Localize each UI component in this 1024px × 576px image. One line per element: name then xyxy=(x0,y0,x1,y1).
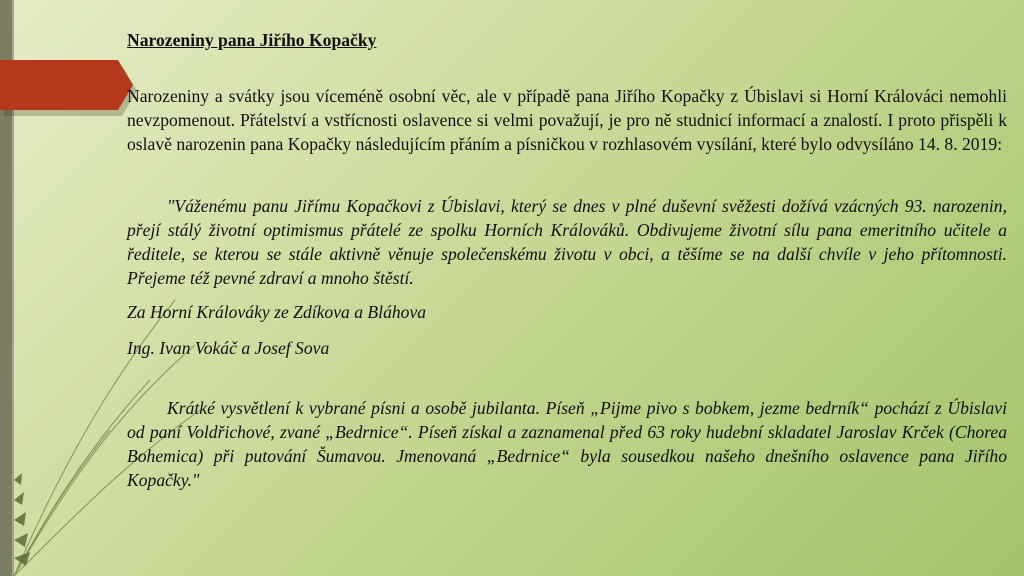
accent-arrow-tab xyxy=(0,60,133,110)
leaf-3 xyxy=(14,533,28,547)
page-title: Narozeniny pana Jiřího Kopačky xyxy=(127,30,377,50)
leaf-1 xyxy=(14,492,24,505)
intro-paragraph: Narozeniny a svátky jsou víceméně osobní věc, ale v případě pana Jiřího Kopačky z Úbislavi si Horní Králováci nemohli nevzpomenout. Přátelství a vstřícnosti oslavence si velmi považují, je pro ně studnicí informací a znalostí. I proto přispěli k oslavě narozenin pana Kopačky následujícím přáním a písničkou v rozhlasovém vysílání, které bylo odvysíláno 14. 8. 2019: xyxy=(127,86,1007,154)
wish-quote: "Váženému panu Jiřímu Kopačkovi z Úbislavi, který se dnes v plné duševní svěžesti dožívá vzácných 93. narozenin, přejí stálý životní optimismus přátelé ze spolku Horních Králováků. Obdivujeme životní sílu pana emeritního učitele a ředitele, se kterou se stále aktivně věnuje společenskému životu v obci, a těšíme se na další chvíle v jeho přítomnosti. Přejeme též pevné zdraví a mnoho štěstí. xyxy=(127,196,1007,288)
leaf-5 xyxy=(14,473,22,485)
document-body xyxy=(127,28,1007,492)
song-note-paragraph: Krátké vysvětlení k vybrané písni a osobě jubilanta. Píseň „Pijme pivo s bobkem, jezme bedrník“ pochází z Úbislavi od paní Voldřichové, zvané „Bedrnice“. Píseň získal a zaznamenal před 63 roky hudební skladatel Jaroslav Krček (Chorea Bohemica) při putování Šumavou. Jmenovaná „Bedrnice“ byla sousedkou našeho dnešního oslavence pana Jiřího Kopačky." xyxy=(127,398,1007,490)
leaf-2 xyxy=(14,512,26,526)
signature-line-1: Za Horní Králováky ze Zdíkova a Bláhova xyxy=(127,302,427,322)
leaf-4 xyxy=(14,552,30,566)
signature-line-2: Ing. Ivan Vokáč a Josef Sova xyxy=(127,338,330,358)
